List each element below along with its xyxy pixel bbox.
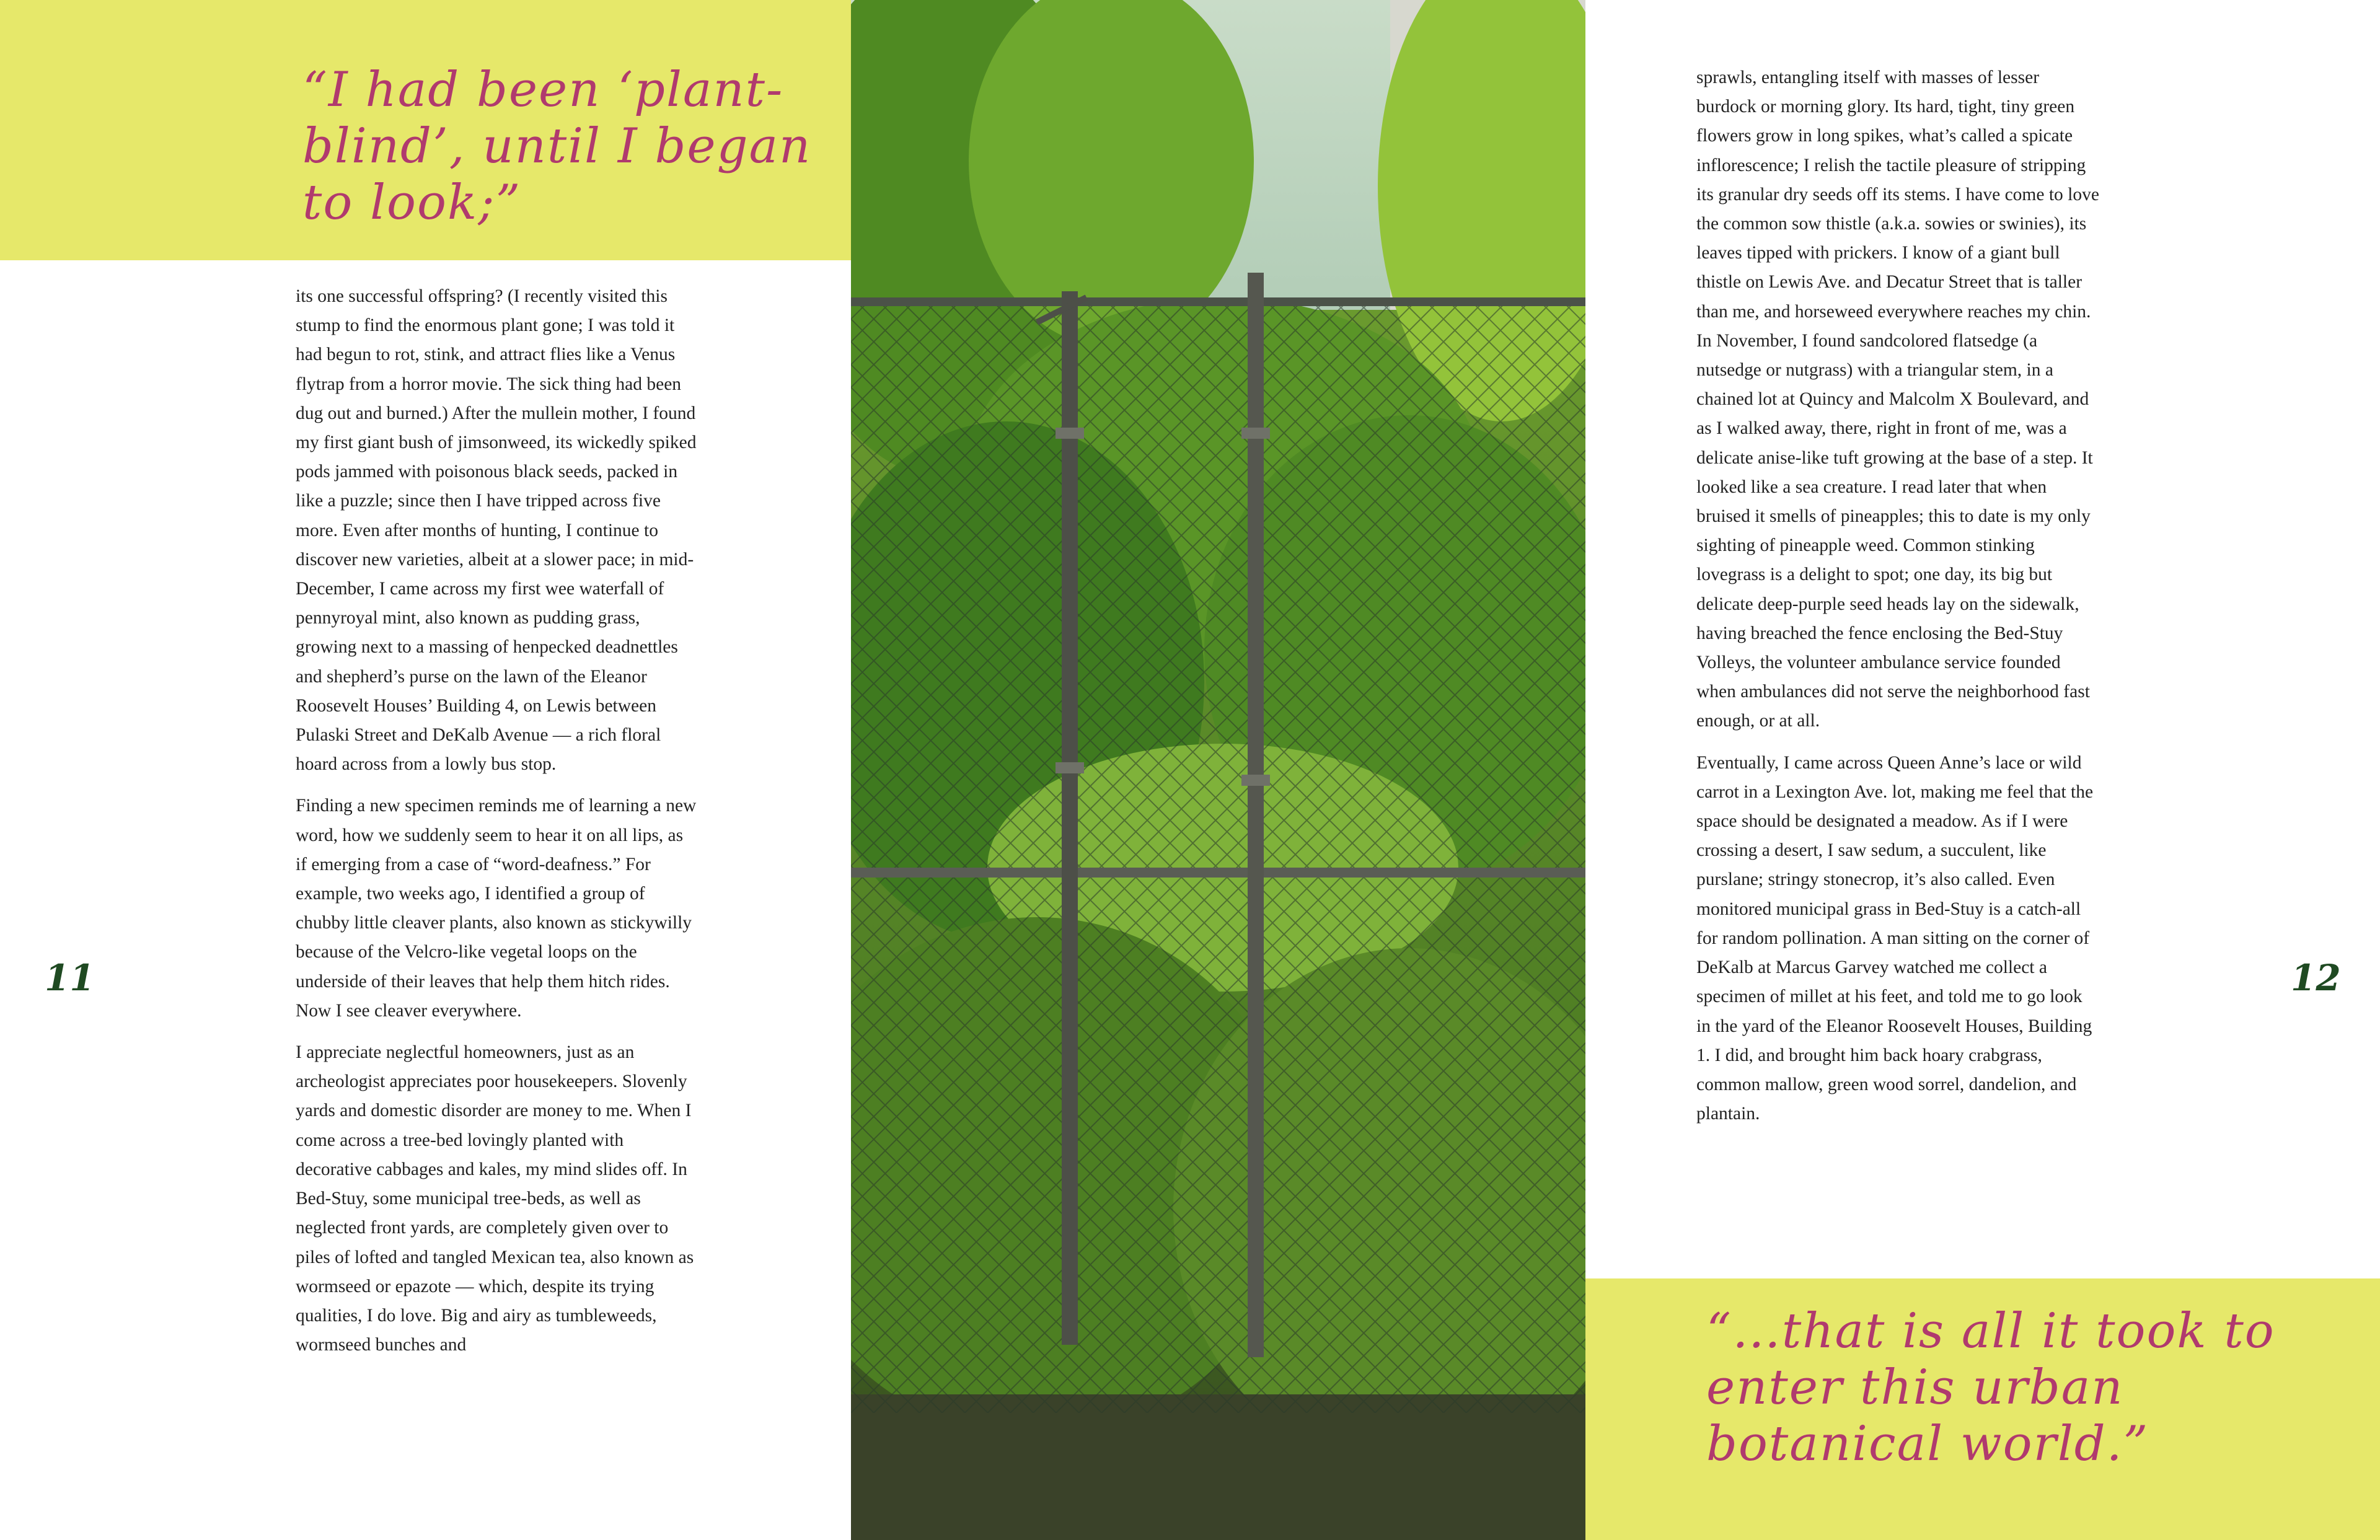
left-paragraph-3: I appreciate neglectful homeowners, just as an archeologist appreciates poor housekeepers. Slovenly yards and domestic disorder are money to me. When I come across a tree-bed lovingly planted with decorative cabbages and kales, my mind slides off. In Bed-Stuy, some municipal tree-beds, as well as neglected front yards, are completely given over to piles of lofted and tangled Mexican tea, also known as wormseed or epazote — which, despite its trying qualities, I do love. Big and airy as tumbleweeds, wormseed bunches and xyxy=(296,1042,694,1355)
right-pull-quote-box xyxy=(1585,1278,2380,1540)
left-body-column xyxy=(296,282,699,1372)
chain-link-fence-photo xyxy=(851,0,1585,1540)
right-paragraph-1: sprawls, entangling itself with masses of lesser burdock or morning glory. Its hard, tight, tiny green flowers grow in long spikes, what’s called a spicate inflorescence; I relish the tactile pleasure of stripping its granular dry seeds off its stems. I have come to love the common sow thistle (a.k.a. sowies or swinies), its leaves tipped with prickers. I know of a giant bull thistle on Lewis Ave. and Decatur Street that is taller than me, and horseweed everywhere reaches my chin. In November, I found sandcolored flatsedge (a nutsedge or nutgrass) with a triangular stem, in a chained lot at Quincy and Malcolm X Boulevard, and as I walked away, there, right in front of me, was a delicate anise-like tuft growing at the base of a step. It looked like a sea creature. I read later that when bruised it smells of pineapples; this to date is my only sighting of pineapple weed. Common stinking lovegrass is a delight to spot; one day, its big but delicate deep-purple seed heads lay on the sidewalk, having breached the fence enclosing the Bed-Stuy Volleys, the volunteer ambulance service founded when ambulances did not serve the neighborhood fast enough, or at all. xyxy=(1696,68,2099,731)
page-number-left: 11 xyxy=(45,957,95,999)
right-body-column xyxy=(1696,63,2099,1141)
left-pull-quote-box xyxy=(0,0,851,260)
right-pull-quote: “…that is all it took to enter this urban botanical world.” xyxy=(1706,1303,2275,1472)
right-paragraph-2: Eventually, I came across Queen Anne’s lace or wild carrot in a Lexington Ave. lot, making me feel that the space should be designated a meadow. As if I were crossing a desert, I saw sedum, a succulent, like purslane; stringy stonecrop, it’s also called. Even monitored municipal grass in Bed-Stuy is a catch-all for random pollination. A man sitting on the corner of DeKalb at Marcus Garvey watched me collect a specimen of millet at his feet, and told me to go look in the yard of the Eleanor Roosevelt Houses, Building 1. I did, and brought him back hoary crabgrass, common mallow, green wood sorrel, dandelion, and plantain. xyxy=(1696,752,2094,1124)
page-number-right: 12 xyxy=(2291,957,2341,999)
left-paragraph-2: Finding a new specimen reminds me of learning a new word, how we suddenly seem to hear it on all lips, as if emerging from a case of “word-deafness.” For example, two weeks ago, I identified a group of chubby little cleaver plants, also known as stickywilly because of the Velcro-like vegetal loops on the underside of their leaves that help them hitch rides. Now I see cleaver everywhere. xyxy=(296,796,697,1021)
left-paragraph-1: its one successful offspring? (I recently visited this stump to find the enormous plant gone; I was told it had begun to rot, stink, and attract flies like a Venus flytrap from a horror movie. The sick thing had been dug out and burned.) After the mullein mother, I found my first giant bush of jimsonweed, its wickedly spiked pods jammed with poisonous black seeds, packed in like a puzzle; since then I have tripped across five more. Even after months of hunting, I continue to discover new varieties, albeit at a slower pace; in mid-December, I came across my first wee waterfall of pennyroyal mint, also known as pudding grass, growing next to a massing of henpecked deadnettles and shepherd’s purse on the lawn of the Eleanor Roosevelt Houses’ Building 4, on Lewis between Pulaski Street and DeKalb Avenue — a rich floral hoard across from a lowly bus stop. xyxy=(296,286,697,775)
left-pull-quote: “I had been ‘plant-blind’, until I began to look;” xyxy=(302,62,812,231)
